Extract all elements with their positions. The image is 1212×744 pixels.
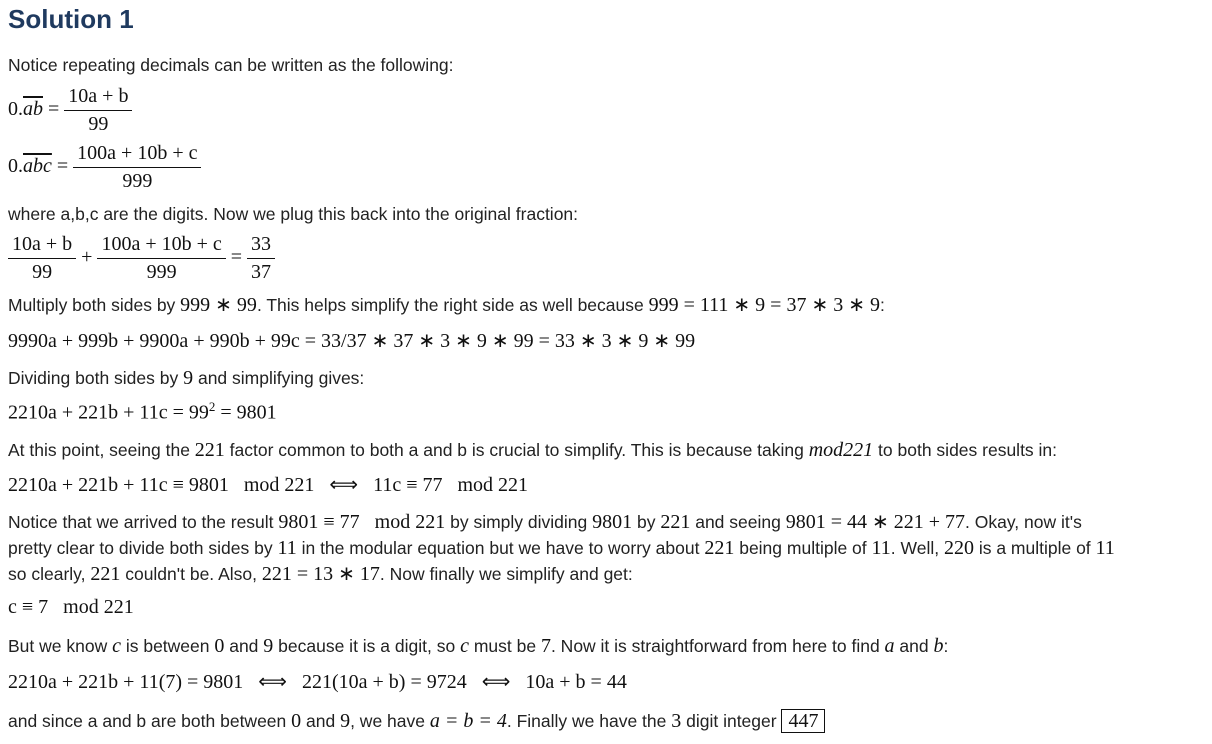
fraction-abc [73,142,201,193]
equals-sign: = [230,246,243,269]
notice-1-text-5: . Okay, now it's [965,512,1082,532]
notice-text-line-1 [8,509,1082,535]
factor-text [8,437,1057,463]
notice-3-math-2: 221 = 13 ∗ 17 [261,563,380,585]
notice-1-math-4: 9801 = 44 ∗ 221 + 77 [785,511,966,533]
digit-text-7: and [894,636,934,656]
fraction-sum-1 [8,233,76,284]
multiply-text-3: : [879,295,885,315]
equation-repeating-abc [8,142,201,193]
fraction-sum-3-num: 33 [247,233,275,259]
conclusion-math-4: 3 [671,710,682,732]
fraction-sum-3-den: 37 [251,261,272,283]
conclusion-math-3: a = b = 4 [429,710,507,732]
notice-2-math-1: 11 [277,537,297,559]
eq-abc-prefix: 0. [8,155,23,178]
notice-1-text-1: Notice that we arrived to the result [8,512,279,532]
fraction-abc-den: 999 [122,170,153,192]
notice-1-math-3: 221 [660,511,691,533]
dividing-math-1: 9 [183,367,194,389]
intro-text: Notice repeating decimals can be written as the following: [8,55,454,75]
digit-math-7: b [933,635,944,657]
fraction-sum-1-den: 99 [32,261,53,283]
multiply-math-1: 999 ∗ 99 [180,294,257,316]
notice-text-line-3 [8,561,633,587]
fraction-ab-num: 10a + b [64,85,132,111]
equation-final: 2210a + 221b + 11(7) = 9801 ⟺ 221(10a + b) = 9724 ⟺ 10a + b = 44 [8,671,627,693]
conclusion-math-2: 9 [340,710,351,732]
multiply-text [8,292,885,318]
digit-math-3: 9 [263,635,274,657]
notice-2-text-3: being multiple of [734,538,872,558]
dividing-text [8,365,364,391]
conclusion-text-2: and [301,711,341,731]
equation-fraction-sum [8,233,275,284]
conclusion-text-5: digit integer [681,711,782,731]
fraction-sum-1-num: 10a + b [8,233,76,259]
notice-2-math-4: 220 [943,537,974,559]
fraction-sum-3 [247,233,275,284]
dividing-text-2: and simplifying gives: [193,368,365,388]
plus-sign: + [81,246,93,269]
multiply-text-2: . This helps simplify the right side as well because [256,295,649,315]
digit-text-6: . Now it is straightforward from here to find [550,636,885,656]
conclusion-text-4: . Finally we have the [506,711,672,731]
notice-1-text-3: by [632,512,661,532]
factor-text-3: to both sides results in: [873,440,1058,460]
dividing-text-1: Dividing both sides by [8,368,184,388]
notice-3-text-2: couldn't be. Also, [120,564,262,584]
notice-2-math-2: 221 [704,537,735,559]
equation-repeating-ab [8,85,132,136]
conclusion-text-1: and since a and b are both between [8,711,292,731]
digit-math-4: c [460,635,469,657]
equation-simplified [8,399,277,425]
digit-math-1: c [112,635,121,657]
eq-ab-prefix: 0. [8,98,23,121]
answer-box: 447 [781,709,825,733]
notice-2-text-2: in the modular equation but we have to worry about [296,538,705,558]
eq5-rhs: = 9801 [215,401,277,424]
page-title: Solution 1 [8,4,134,34]
notice-2-text-4: . Well, [890,538,944,558]
factor-math-2: mod221 [808,439,874,461]
digit-math-5: 7 [540,635,551,657]
digit-math-2: 0 [214,635,225,657]
notice-1-math-2: 9801 [592,511,633,533]
fraction-abc-num: 100a + 10b + c [73,142,201,168]
notice-1-text-4: and seeing [690,512,786,532]
digit-math-6: a [884,635,895,657]
notice-1-math-1: 9801 ≡ 77 mod 221 [278,511,446,533]
fraction-sum-2-den: 999 [146,261,177,283]
notice-2-text-1: pretty clear to divide both sides by [8,538,278,558]
multiply-math-2: 999 = 111 ∗ 9 = 37 ∗ 3 ∗ 9 [648,294,880,316]
notice-1-text-2: by simply dividing [445,512,593,532]
eq-abc-rel: = [56,155,69,178]
factor-math-1: 221 [194,439,225,461]
fraction-sum-2-num: 100a + 10b + c [97,233,225,259]
fraction-sum-2 [97,233,225,284]
conclusion-text-3: , we have [350,711,430,731]
notice-3-text-3: . Now finally we simplify and get: [379,564,633,584]
notice-3-math-1: 221 [90,563,121,585]
conclusion-text [8,708,825,734]
equation-modular: 2210a + 221b + 11c ≡ 9801 mod 221 ⟺ 11c ≡ 77 mod 221 [8,474,529,496]
multiply-text-1: Multiply both sides by [8,295,181,315]
digits-text: where a,b,c are the digits. Now we plug this back into the original fraction: [8,204,579,224]
notice-2-math-3: 11 [871,537,891,559]
notice-2-math-5: 11 [1095,537,1115,559]
eq5-exponent: 2 [208,399,216,414]
digit-text [8,633,948,659]
eq5-lhs: 2210a + 221b + 11c = 99 [8,401,209,424]
factor-text-1: At this point, seeing the [8,440,195,460]
notice-text-line-2 [8,535,1115,561]
digit-text-1: But we know [8,636,113,656]
eq-ab-rel: = [48,98,60,121]
fraction-ab-den: 99 [88,113,109,135]
digit-text-4: because it is a digit, so [273,636,461,656]
factor-text-2: factor common to both a and b is crucial to simplify. This is because taking [224,440,809,460]
digit-text-3: and [224,636,264,656]
notice-2-text-5: is a multiple of [973,538,1096,558]
digit-text-5: must be [468,636,541,656]
conclusion-math-1: 0 [291,710,302,732]
equation-c-mod: c ≡ 7 mod 221 [8,596,134,618]
eq-abc-overline: $\overline{abc}$ [23,155,52,178]
digit-text-8: : [943,636,949,656]
eq-ab-overline: $\overline{ab}$ [23,98,43,121]
notice-3-text-1: so clearly, [8,564,91,584]
fraction-ab [64,85,132,136]
equation-expanded: 9990a + 999b + 9900a + 990b + 99c = 33/37 ∗ 37 ∗ 3 ∗ 9 ∗ 99 = 33 ∗ 3 ∗ 9 ∗ 99 [8,330,696,352]
digit-text-2: is between [120,636,215,656]
